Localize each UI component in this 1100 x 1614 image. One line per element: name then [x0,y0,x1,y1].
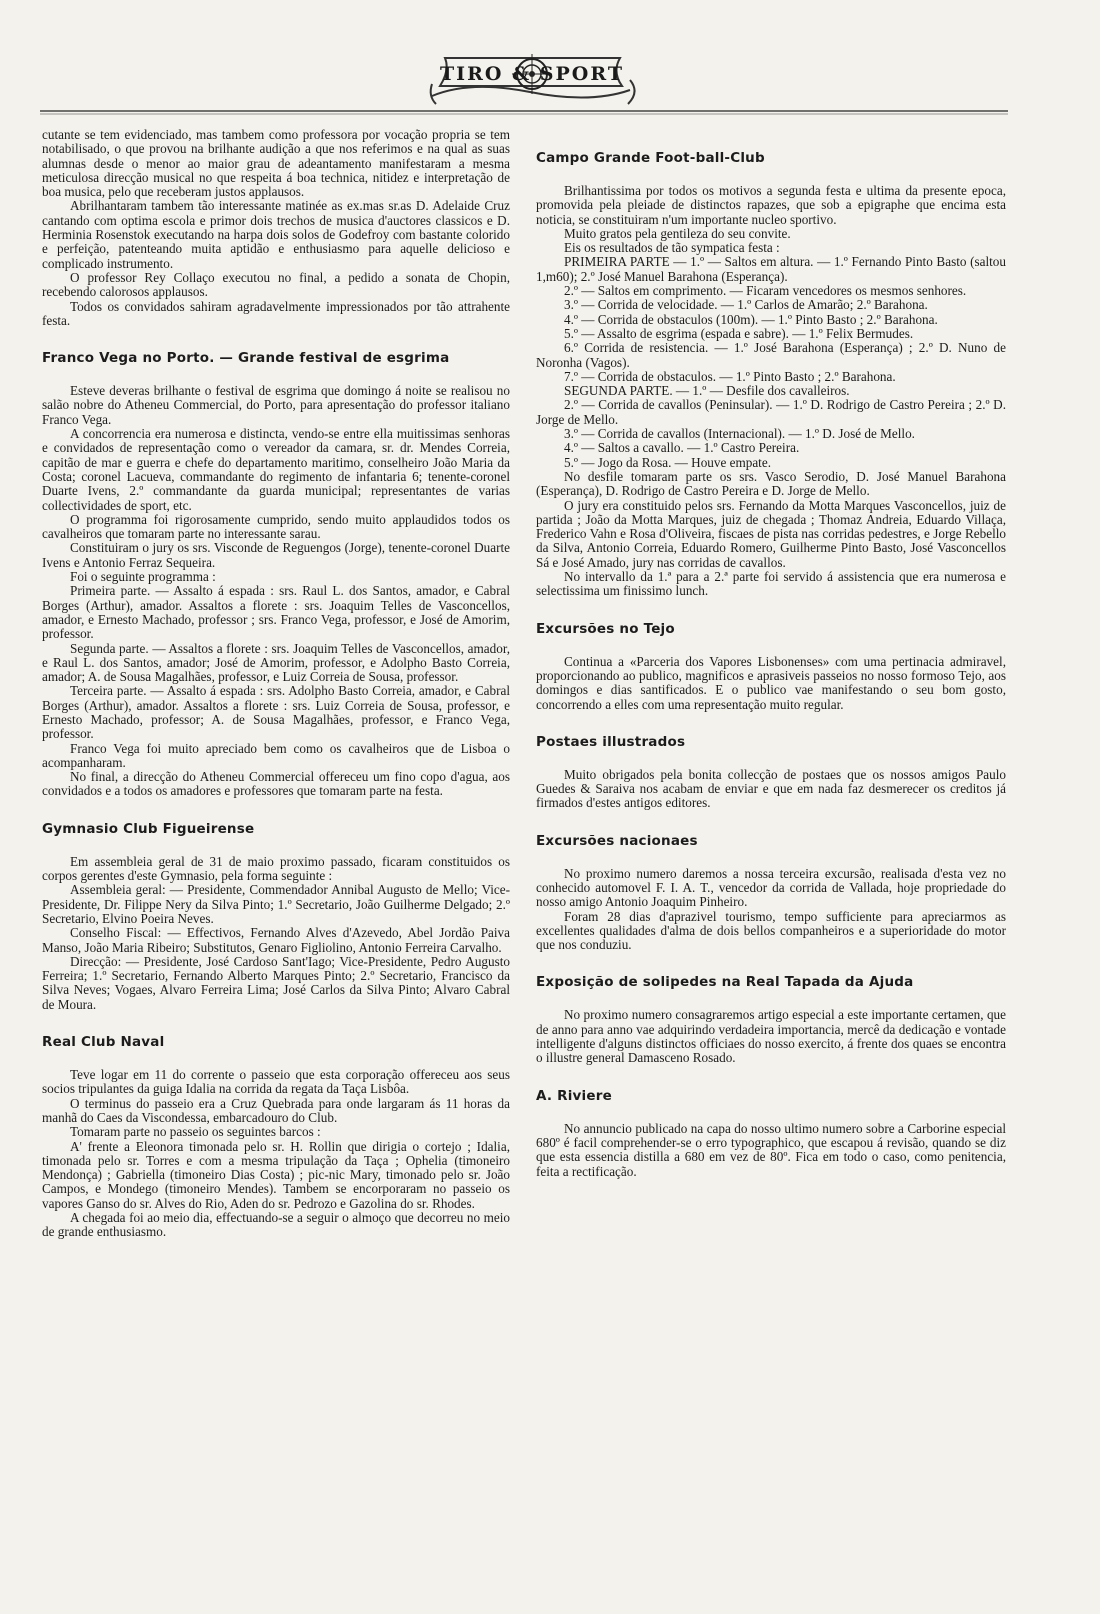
article-paragraph: A chegada foi ao meio dia, effectuando-se a seguir o almoço que decorreu no meio de grande enthusiasmo. [42,1210,510,1240]
article-paragraph: Franco Vega foi muito apreciado bem como os cavalheiros que de Lisboa o acompanharam. [42,740,510,770]
masthead [0,0,1100,118]
article-paragraph: Direcção: — Presidente, José Cardoso Sant'Iago; Vice-Presidente, Pedro Augusto Ferreira; 1.º Secretario, Fernando Alberto Marques Pinto; 2.º Secretario, Francisco da Silva Neves; Vogaes, Alvaro Ferreira Lima; José Carlos da Silva Pinto; Alvaro Cabral de Moura. [42,953,510,1012]
article-paragraph: Brilhantissima por todos os motivos a segunda festa e ultima da presente epoca, promovida pela pleiade de distinctos rapazes, que sob a epigraphe que encima esta noticia, se constituiram n'um importante nucleo sportivo. [536,183,1006,227]
article-right-0 [536,150,1006,599]
article-left-2 [42,821,510,1012]
article-paragraph: 5.º — Jogo da Rosa. — Houve empate. [564,454,771,470]
article-paragraph: Eis os resultados de tão sympatica festa : [564,240,780,256]
left-column [42,128,510,1240]
article-left-1 [42,350,510,799]
article-right-4 [536,974,1006,1065]
article-paragraph: Constituiram o jury os srs. Visconde de Reguengos (Jorge), tenente-coronel Duarte Ivens e Antonio Ferraz Sequeira. [42,540,510,570]
article-paragraph: Em assembleia geral de 31 de maio proximo passado, ficaram constituidos os corpos gerentes d'este Gymnasio, pela forma seguinte : [42,853,510,884]
article-paragraph: Foram 28 dias d'aprazivel tourismo, tempo sufficiente para apreciarmos as excellentes qualidades d'alma de dois bellos companheiros e a superioridade do motor que nos conduziu. [536,908,1006,953]
article-paragraph: Continua a «Parceria dos Vapores Lisbonenses» com uma pertinacia admiravel, proporcionando ao publico, magnificos e aprasiveis passeios no nosso formoso Tejo, aos domingos e dias santificados. E o publico vae manifestando o seu bom gosto, concorrendo a elles com uma representação muito regular. [536,653,1006,712]
article-paragraph: 3.º — Corrida de cavallos (Internacional). — 1.º D. José de Mello. [564,426,915,442]
article-paragraph: Esteve deveras brilhante o festival de esgrima que domingo á noite se realisou no salão nobre do Atheneu Commercial, do Porto, para apresentação do professor italiano Franco Vega. [42,383,510,427]
article-paragraph: Primeira parte. — Assalto á espada : srs. Raul L. dos Santos, amador, e Cabral Borges (Arthur), amador. Assaltos a florete : srs. Joaquim Telles de Vasconcellos, amador, e Ernesto Machado, professor ; srs. Franco Vega, professor, e José de Amorim, professor. [42,583,510,642]
article-paragraph: Muito gratos pela gentileza do seu convite. [564,225,791,241]
article-heading: Postaes illustrados [536,733,686,750]
article-paragraph: 6.º Corrida de resistencia. — 1.º José Barahona (Esperança) ; 2.º D. Nuno de Noronha (Vagos). [536,340,1006,370]
article-right-5 [536,1088,1006,1179]
article-paragraph: cutante se tem evidenciado, mas tambem como professora por vocação propria se tem notabilisado, o que provou na brilhante audição a que nos referimos e na qual as suas alumnas desde o menor ao maior grau de adeantamento manifestaram a mesma meticulosa direcção musical no que respeita á boa technica, nitidez e interpretação de boa musica, pelo que receberam justos applausos. [42,127,510,200]
article-right-2 [536,734,1006,811]
article-paragraph: Assembleia geral: — Presidente, Commendador Annibal Augusto de Mello; Vice-Presidente, Dr. Filippe Nery da Silva Pinto; 1.º Secretario, João Guilherme Delgado; 2.º Secretario, Elvino Poeira Neves. [42,882,510,926]
article-paragraph: Segunda parte. — Assaltos a florete : srs. Joaquim Telles de Vasconcellos, amador, e Raul L. dos Santos, amador; José de Amorim, professor, e Adolpho Basto Correia, amador; A. de Sousa Magalhães, professor, e Luiz Correia de Sousa, professor. [42,640,510,685]
article-paragraph: O terminus do passeio era a Cruz Quebrada para onde largaram ás 11 horas da manhã do Caes da Viscondessa, embarcadouro do Club. [42,1095,510,1125]
article-paragraph: Todos os convidados sahiram agradavelmente impressionados por tão attrahente festa. [42,298,510,328]
article-right-3 [536,833,1006,953]
article-paragraph: 5.º — Assalto de esgrima (espada e sabre). — 1.º Felix Bermudes. [564,325,914,341]
masthead-logo [0,0,1100,118]
article-paragraph: Foi o seguinte programma : [70,569,216,585]
article-paragraph: Terceira parte. — Assalto á espada : srs. Adolpho Basto Correia, amador, e Cabral Borges (Arthur), amador. Assaltos a florete : srs. Luiz Correia de Sousa, professor, e Ernesto Machado, professor; A. de Sousa Magalhães, professor, e Franco Vega, professor. [42,683,510,742]
article-paragraph: Abrilhantaram tambem tão interessante matinée as ex.mas sr.as D. Adelaide Cruz cantando com optima escola e primor dois trechos de musica d'auctores classicos e D. Herminia Rosenstok executando na harpa dois solos de Godefroy com bastante colorido e perfeição, patenteando muita aptidão e enthusiasmo para aquelle delicioso e complicado instrumento. [42,198,510,271]
article-paragraph: No desfile tomaram parte os srs. Vasco Serodio, D. José Manuel Barahona (Esperança), D. Rodrigo de Castro Pereira e D. Jorge de Mello. [536,468,1006,499]
article-paragraph: A' frente a Eleonora timonada pelo sr. H. Rollin que dirigia o cortejo ; Idalia, timonada pelo sr. Torres e com a mesma tripulação da Taça ; Ophelia (timoneiro Mendonça) ; Gabriella (timoneiro Dias Costa) ; pic-nic Mary, timonado pelo sr. João Campos, e Mondego (timoneiro Mendes). Tambem se encorporaram no passeio os vapores Ganso do sr. Alves do Rio, Aden do sr. Pedrozo e Gazolina do sr. Rhodes. [42,1138,510,1211]
article-paragraph: 4.º — Saltos a cavallo. — 1.º Castro Pereira. [564,440,800,456]
article-paragraph: Muito obrigados pela bonita collecção de postaes que os nossos amigos Paulo Guedes & Saraiva nos acabam de enviar e que em nada faz desmerecer os creditos já firmados d'estes antigos editores. [536,766,1006,811]
article-paragraph: SEGUNDA PARTE. — 1.º — Desfile dos cavalleiros. [564,383,850,399]
article-heading: Excursões no Tejo [536,620,675,637]
article-left-3 [42,1034,510,1240]
article-heading: Excursões nacionaes [536,832,698,849]
article-paragraph: A concorrencia era numerosa e distincta, vendo-se entre ella muitissimas senhoras e convidados de representação como o vereador da camara, sr. dr. Mendes Correia, capitão de mar e guerra e chefe do departamento maritimo, conselheiro João Maria da Costa; coronel Lacueva, commandante do regimento de infantaria 6; tenente-coronel Duarte Ivens, 2.º commandante da guarda municipal; representantes de varias collectividades de sport, etc. [42,426,510,513]
article-right-1 [536,621,1006,712]
article-paragraph: No proximo numero consagraremos artigo especial a este importante certamen, que de anno para anno vae adquirindo verdadeira importancia, mercê da dedicação e vontade intelligente d'alguns distinctos officiaes do nosso exercito, á frente dos quaes se encontra o illustre general Damasceno Rosado. [536,1007,1006,1066]
article-paragraph: O jury era constituido pelos srs. Fernando da Motta Marques Vasconcellos, juiz de partida ; João da Motta Marques, juiz de chegada ; Thomaz Andreia, Eduardo Villaça, Frederico Vahn e Rosa d'Oliveira, fiscaes de pista nas corridas pedestres, e Jorge Rebello da Silva, Antonio Correia, Eduardo Romero, Guilherme Pinto Basto, José Vasconcellos Sá e José Amado, jury nas corridas de cavallos. [536,497,1006,570]
right-column [536,128,1006,1179]
article-heading: Exposição de solipedes na Real Tapada da Ajuda [536,974,914,991]
article-paragraph: Conselho Fiscal: — Effectivos, Fernando Alves d'Azevedo, Abel Jordão Paiva Manso, João Maria Ribeiro; Substitutos, Genaro Figliolino, Antonio Ferreira Carvalho. [42,925,510,955]
article-paragraph: No proximo numero daremos a nossa terceira excursão, realisada d'esta vez no conhecido automovel F. I. A. T., vencedor da corrida de Vallada, hoje propriedade do nosso amigo Antonio Joaquim Pinheiro. [536,865,1006,910]
article-paragraph: Tomaram parte no passeio os seguintes barcos : [70,1124,321,1140]
article-paragraph: Teve logar em 11 do corrente o passeio que esta corporação offereceu aos seus socios tripulantes da guiga Idalia na corrida da regata da Taça Lisbôa. [42,1067,510,1097]
article-paragraph: No annuncio publicado na capa do nosso ultimo numero sobre a Carborine especial 680º é facil comprehender-se o erro typographico, que escapou á revisão, quando se diz que esta essencia distilla a 680 em vez de 80º. Fica em todo o caso, como penitencia, feita a rectificação. [536,1120,1006,1179]
article-heading: Gymnasio Club Figueirense [42,820,255,837]
article-left-0 [42,128,510,328]
article-paragraph: No intervallo da 1.ª para a 2.ª parte foi servido á assistencia que era numerosa e selectissima um finissimo lunch. [536,569,1006,599]
article-paragraph: O professor Rey Collaço executou no final, a pedido a sonata de Chopin, recebendo calorosos applausos. [42,269,510,300]
article-paragraph: 7.º — Corrida de obstaculos. — 1.º Pinto Basto ; 2.º Barahona. [564,368,896,384]
article-paragraph: O programma foi rigorosamente cumprido, sendo muito applaudidos todos os cavalheiros que tomaram parte no interessante sarau. [42,511,510,542]
article-heading: Campo Grande Foot-ball-Club [536,150,765,166]
article-paragraph: 4.º — Corrida de obstaculos (100m). — 1.º Pinto Basto ; 2.º Barahona. [564,311,938,327]
masthead-title: TIRO & SPORT [440,63,624,85]
article-paragraph: 2.º — Corrida de cavallos (Peninsular). — 1.º D. Rodrigo de Castro Pereira ; 2.º D. Jorge de Mello. [536,397,1006,427]
article-heading: Real Club Naval [42,1034,165,1051]
article-paragraph: 2.º — Saltos em comprimento. — Ficaram vencedores os mesmos senhores. [564,283,967,299]
article-heading: A. Riviere [536,1087,612,1104]
article-paragraph: 3.º — Corrida de velocidade. — 1.º Carlos de Amarão; 2.º Barahona. [564,297,928,313]
article-paragraph: No final, a direcção do Atheneu Commercial offereceu um fino copo d'agua, aos convidados e a todos os amadores e professores que tomaram parte na festa. [42,769,510,799]
article-paragraph: PRIMEIRA PARTE — 1.º — Saltos em altura. — 1.º Fernando Pinto Basto (saltou 1,m60); 2.º José Manuel Barahona (Esperança). [536,254,1006,284]
article-heading: Franco Vega no Porto. — Grande festival de esgrima [42,350,450,367]
